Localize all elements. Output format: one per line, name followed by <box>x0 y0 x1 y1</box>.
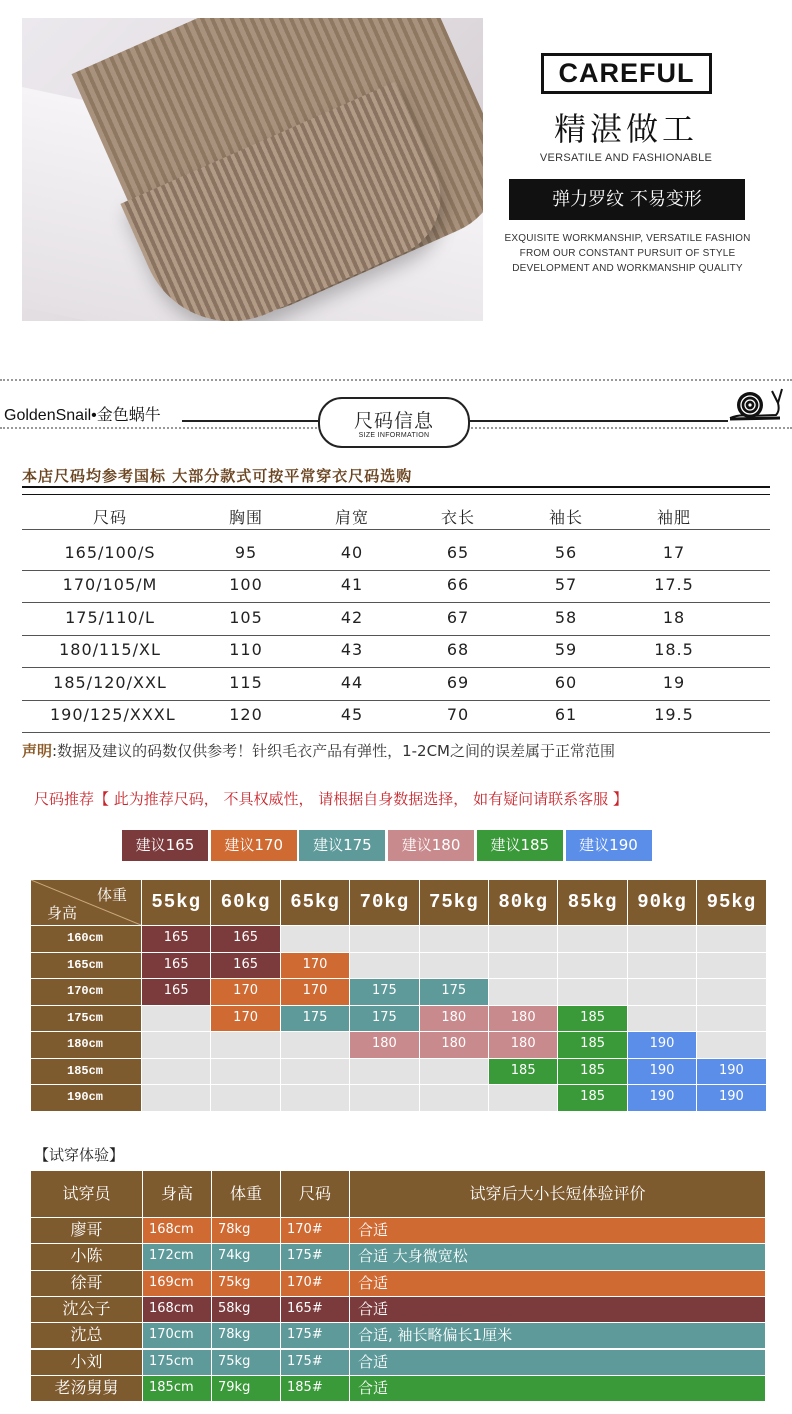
trial-header: 试穿后大小长短体验评价 <box>350 1171 765 1217</box>
empty-cell <box>281 1085 349 1111</box>
empty-cell <box>350 1059 418 1085</box>
legend-item: 建议170 <box>211 830 297 861</box>
trial-cell: 合适 大身微宽松 <box>350 1244 765 1269</box>
trial-cell: 58kg <box>212 1297 280 1322</box>
table-rule <box>22 732 770 733</box>
trial-cell: 185cm <box>143 1376 211 1401</box>
size-table-cell: 95 <box>234 542 258 562</box>
legend-item: 建议165 <box>122 830 208 861</box>
size-table-cell: 57 <box>554 575 578 594</box>
size-table-cell: 61 <box>554 705 578 724</box>
size-table-cell: 68 <box>446 640 470 659</box>
table-rule <box>22 635 770 636</box>
size-table-header: 肩宽 <box>334 508 369 527</box>
height-header: 190cm <box>31 1085 141 1111</box>
empty-cell <box>697 1006 765 1032</box>
recommend-cell: 180 <box>420 1006 488 1032</box>
table-rule <box>22 570 770 571</box>
height-header: 165cm <box>31 953 141 979</box>
trial-cell: 小陈 <box>31 1244 142 1269</box>
table-rule <box>22 494 770 495</box>
trial-cell: 徐哥 <box>31 1271 142 1296</box>
size-info-heading: 尺码信息 <box>353 410 434 432</box>
empty-cell <box>281 1032 349 1058</box>
trial-cell: 175# <box>281 1350 349 1375</box>
height-header: 175cm <box>31 1006 141 1032</box>
trial-cell: 小刘 <box>31 1350 142 1375</box>
legend-item: 建议185 <box>477 830 563 861</box>
recommend-cell: 185 <box>558 1032 626 1058</box>
size-table-cell: 19.5 <box>654 705 694 724</box>
table-rule <box>22 602 770 603</box>
size-table-cell: 59 <box>554 640 578 659</box>
recommend-cell: 180 <box>350 1032 418 1058</box>
trial-cell: 168cm <box>143 1297 211 1322</box>
header-line <box>470 420 728 422</box>
size-table-cell: 17.5 <box>654 575 694 594</box>
size-table-cell: 180/115/XL <box>59 640 161 659</box>
recommend-cell: 170 <box>211 1006 279 1032</box>
size-table-cell: 44 <box>340 672 364 692</box>
empty-cell <box>628 953 696 979</box>
empty-cell <box>628 979 696 1005</box>
size-table-cell: 175/110/L <box>65 607 155 627</box>
size-table-cell: 165/100/S <box>64 542 156 562</box>
empty-cell <box>350 926 418 952</box>
empty-cell <box>350 953 418 979</box>
trial-cell: 沈公子 <box>31 1297 142 1322</box>
empty-cell <box>211 1032 279 1058</box>
size-table-cell: 120 <box>229 705 263 724</box>
trial-cell: 老汤舅舅 <box>31 1376 142 1401</box>
recommend-cell: 165 <box>211 926 279 952</box>
empty-cell <box>558 926 626 952</box>
size-table-header: 衣长 <box>440 508 475 527</box>
trial-title: 【试穿体验】 <box>34 1146 125 1164</box>
trial-cell: 170# <box>281 1218 349 1243</box>
legend-item: 建议175 <box>299 830 385 861</box>
trial-cell: 廖哥 <box>31 1218 142 1243</box>
size-table-cell: 70 <box>446 705 470 724</box>
trial-cell: 75kg <box>212 1271 280 1296</box>
weight-header: 95kg <box>697 880 765 925</box>
weight-header: 70kg <box>350 880 418 925</box>
desc-line-2: FROM OUR CONSTANT PURSUIT OF STYLE <box>519 248 736 259</box>
recommend-cell: 185 <box>558 1059 626 1085</box>
recommend-cell: 175 <box>281 1006 349 1032</box>
empty-cell <box>142 1006 210 1032</box>
trial-cell: 175# <box>281 1323 349 1348</box>
size-table-cell: 18 <box>662 607 686 627</box>
size-table-cell: 110 <box>229 640 263 659</box>
versatile-subtitle: VERSATILE AND FASHIONABLE <box>539 152 713 164</box>
recommend-cell: 175 <box>420 979 488 1005</box>
size-table-cell: 115 <box>229 672 263 692</box>
empty-cell <box>420 1059 488 1085</box>
trial-cell: 合适 <box>350 1218 765 1243</box>
size-table-cell: 67 <box>446 607 470 627</box>
empty-cell <box>628 1006 696 1032</box>
size-info-subheading: SIZE INFORMATION <box>358 432 430 439</box>
size-table-cell: 56 <box>554 542 578 562</box>
size-table-cell: 41 <box>340 575 364 594</box>
recommend-cell: 190 <box>628 1085 696 1111</box>
trial-cell: 沈总 <box>31 1323 142 1348</box>
recommend-cell: 190 <box>628 1032 696 1058</box>
trial-cell: 165# <box>281 1297 349 1322</box>
size-table-cell: 42 <box>340 607 364 627</box>
trial-header: 试穿员 <box>31 1171 142 1217</box>
empty-cell <box>281 1059 349 1085</box>
empty-cell <box>697 953 765 979</box>
empty-cell <box>142 1085 210 1111</box>
empty-cell <box>628 926 696 952</box>
recommend-cell: 175 <box>350 979 418 1005</box>
recommend-cell: 190 <box>697 1085 765 1111</box>
empty-cell <box>420 926 488 952</box>
empty-cell <box>697 979 765 1005</box>
size-table-cell: 66 <box>446 575 470 594</box>
disclaimer-text: :数据及建议的码数仅供参考！针织毛衣产品有弹性，1-2CM之间的误差属于正常范围 <box>52 742 615 760</box>
weight-header: 65kg <box>281 880 349 925</box>
recommend-cell: 185 <box>489 1059 557 1085</box>
recommend-cell: 170 <box>281 953 349 979</box>
recommend-cell: 165 <box>142 926 210 952</box>
trial-cell: 172cm <box>143 1244 211 1269</box>
trial-cell: 175# <box>281 1244 349 1269</box>
weight-header: 55kg <box>142 880 210 925</box>
recommend-cell: 165 <box>211 953 279 979</box>
desc-line-1: EXQUISITE WORKMANSHIP, VERSATILE FASHION <box>504 233 751 244</box>
trial-header: 尺码 <box>281 1171 349 1217</box>
legend-item: 建议190 <box>566 830 652 861</box>
trial-cell: 合适 <box>350 1297 765 1322</box>
empty-cell <box>558 953 626 979</box>
trial-cell: 185# <box>281 1376 349 1401</box>
recommend-cell: 185 <box>558 1085 626 1111</box>
empty-cell <box>142 1032 210 1058</box>
size-table-cell: 65 <box>446 542 470 562</box>
trial-cell: 78kg <box>212 1323 280 1348</box>
empty-cell <box>281 926 349 952</box>
trial-cell: 合适 <box>350 1271 765 1296</box>
empty-cell <box>697 926 765 952</box>
empty-cell <box>350 1085 418 1111</box>
weight-header: 80kg <box>489 880 557 925</box>
size-table-header: 袖长 <box>548 508 583 527</box>
size-table-cell: 17 <box>662 542 686 562</box>
size-table-header: 尺码 <box>92 508 127 527</box>
table-rule <box>22 700 770 701</box>
recommend-cell: 180 <box>489 1032 557 1058</box>
size-table-cell: 170/105/M <box>62 575 158 594</box>
snail-logo-icon <box>728 385 783 423</box>
weight-header: 85kg <box>558 880 626 925</box>
careful-heading: CAREFUL <box>541 53 712 94</box>
size-standard-note: 本店尺码均参考国标 大部分款式可按平常穿衣尺码选购 <box>22 467 413 485</box>
recommend-cell: 170 <box>211 979 279 1005</box>
empty-cell <box>420 953 488 979</box>
trial-header: 体重 <box>212 1171 280 1217</box>
size-table-cell: 100 <box>229 575 263 594</box>
size-table-cell: 18.5 <box>654 640 694 659</box>
empty-cell <box>142 1059 210 1085</box>
size-table-header: 胸围 <box>228 508 263 527</box>
empty-cell <box>489 979 557 1005</box>
recommend-cell: 180 <box>420 1032 488 1058</box>
empty-cell <box>697 1032 765 1058</box>
trial-cell: 74kg <box>212 1244 280 1269</box>
size-table-cell: 69 <box>446 672 470 692</box>
legend-item: 建议180 <box>388 830 474 861</box>
recommend-cell: 170 <box>281 979 349 1005</box>
corner-diagonal <box>31 880 141 925</box>
disclaimer-label: 声明 <box>22 742 53 760</box>
workmanship-title: 精湛做工 <box>553 110 698 148</box>
trial-cell: 79kg <box>212 1376 280 1401</box>
corner-weight-label: 体重 <box>96 886 127 904</box>
size-table-cell: 185/120/XXL <box>53 672 167 692</box>
empty-cell <box>211 1059 279 1085</box>
trial-header: 身高 <box>143 1171 211 1217</box>
header-line <box>182 420 318 422</box>
size-table-cell: 58 <box>554 607 578 627</box>
weight-header: 60kg <box>211 880 279 925</box>
size-table-cell: 45 <box>340 705 364 724</box>
recommend-cell: 175 <box>350 1006 418 1032</box>
sweater-cuff-photo <box>22 18 483 321</box>
table-rule <box>22 667 770 668</box>
trial-cell: 合适 <box>350 1350 765 1375</box>
trial-cell: 170# <box>281 1271 349 1296</box>
trial-cell: 合适, 袖长略偏长1厘米 <box>350 1323 765 1348</box>
recommend-note: 尺码推荐【 此为推荐尺码， 不具权威性， 请根据自身数据选择， 如有疑问请联系客服 】 <box>34 790 628 808</box>
dotted-divider <box>0 379 792 381</box>
trial-cell: 合适 <box>350 1376 765 1401</box>
empty-cell <box>489 926 557 952</box>
table-rule <box>22 486 770 488</box>
disclaimer <box>22 740 615 761</box>
grid-corner <box>31 880 141 925</box>
trial-cell: 175cm <box>143 1350 211 1375</box>
empty-cell <box>489 1085 557 1111</box>
height-header: 180cm <box>31 1032 141 1058</box>
recommend-cell: 165 <box>142 979 210 1005</box>
empty-cell <box>420 1085 488 1111</box>
size-table-header: 袖肥 <box>656 508 691 527</box>
height-header: 185cm <box>31 1059 141 1085</box>
recommend-cell: 165 <box>142 953 210 979</box>
weight-header: 90kg <box>628 880 696 925</box>
desc-line-3: DEVELOPMENT AND WORKMANSHIP QUALITY <box>512 263 743 274</box>
recommend-cell: 190 <box>697 1059 765 1085</box>
trial-cell: 78kg <box>212 1218 280 1243</box>
size-table-cell: 190/125/XXXL <box>50 705 176 724</box>
size-table-cell: 40 <box>340 542 364 562</box>
size-table-cell: 105 <box>229 607 263 627</box>
recommend-cell: 185 <box>558 1006 626 1032</box>
recommend-cell: 190 <box>628 1059 696 1085</box>
trial-cell: 168cm <box>143 1218 211 1243</box>
trial-cell: 169cm <box>143 1271 211 1296</box>
trial-cell: 75kg <box>212 1350 280 1375</box>
size-table-cell: 60 <box>554 672 578 692</box>
empty-cell <box>558 979 626 1005</box>
size-info-title <box>318 397 470 448</box>
height-header: 170cm <box>31 979 141 1005</box>
trial-cell: 170cm <box>143 1323 211 1348</box>
table-rule <box>22 529 770 530</box>
size-table-cell: 19 <box>662 672 686 692</box>
brand-name: GoldenSnail•金色蜗牛 <box>4 407 161 424</box>
size-table-cell: 43 <box>340 640 364 659</box>
weight-header: 75kg <box>420 880 488 925</box>
empty-cell <box>489 953 557 979</box>
recommend-cell: 180 <box>489 1006 557 1032</box>
corner-height-label: 身高 <box>47 904 78 922</box>
feature-banner: 弹力罗纹 不易变形 <box>509 179 745 220</box>
empty-cell <box>211 1085 279 1111</box>
height-header: 160cm <box>31 926 141 952</box>
